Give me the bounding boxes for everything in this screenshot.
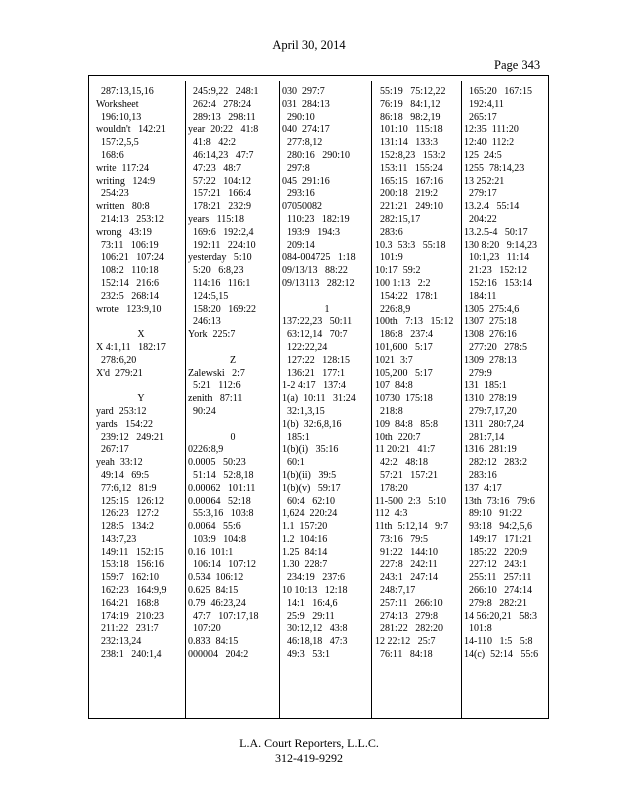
index-entry: 239:12 249:21 bbox=[96, 431, 165, 443]
index-entry: 279:17 bbox=[464, 188, 497, 200]
index-entry: 279:9 bbox=[464, 367, 492, 379]
index-entry: 152:8,23 153:2 bbox=[375, 149, 446, 161]
index-entry: 265:17 bbox=[464, 111, 497, 123]
index-entry: X'd 279:21 bbox=[96, 367, 143, 379]
index-entry: 274:13 279:8 bbox=[375, 610, 439, 622]
index-entry: 90:24 bbox=[188, 405, 216, 417]
index-entry: 14(c) 52:14 55:6 bbox=[464, 649, 539, 661]
index-entry: 57:22 104:12 bbox=[188, 175, 252, 187]
index-entry: 218:8 bbox=[375, 405, 403, 417]
index-entry: 293:16 bbox=[282, 188, 315, 200]
index-entry: 257:11 266:10 bbox=[375, 597, 443, 609]
index-entry: 0226:8,9 bbox=[188, 444, 224, 456]
index-entry: 165:20 167:15 bbox=[464, 86, 533, 97]
index-entry: 200:18 219:2 bbox=[375, 188, 439, 200]
index-entry: 0.79 46:23,24 bbox=[188, 597, 246, 609]
index-entry: 25:9 29:11 bbox=[282, 610, 335, 622]
index-entry: 1310 278:19 bbox=[464, 393, 517, 405]
index-entry: 1,624 220:24 bbox=[282, 508, 338, 520]
blank-line bbox=[188, 419, 278, 432]
index-entry: 12:40 112:2 bbox=[464, 137, 515, 149]
column-divider bbox=[279, 81, 280, 719]
index-entry: 1307 275:18 bbox=[464, 316, 517, 328]
index-entry: 278:6,20 bbox=[96, 354, 137, 366]
index-entry: 86:18 98:2,19 bbox=[375, 111, 441, 123]
index-entry: 1316 281:19 bbox=[464, 444, 517, 456]
index-entry: 1(b)(v) 59:17 bbox=[282, 482, 341, 494]
index-entry: 91:22 144:10 bbox=[375, 546, 439, 558]
index-entry: 1308 276:16 bbox=[464, 329, 517, 341]
index-entry: 149:11 152:15 bbox=[96, 546, 164, 558]
index-entry: 73:16 79:5 bbox=[375, 533, 429, 545]
index-entry: 1.30 228:7 bbox=[282, 559, 328, 571]
index-entry: 10th 220:7 bbox=[375, 431, 421, 443]
index-entry: 157:21 166:4 bbox=[188, 188, 252, 200]
index-entry: 1309 278:13 bbox=[464, 354, 517, 366]
index-entry: 165:15 167:16 bbox=[375, 175, 444, 187]
index-entry: X 4:1,11 182:17 bbox=[96, 341, 166, 353]
index-entry: 153:11 155:24 bbox=[375, 162, 443, 174]
index-entry: 105,200 5:17 bbox=[375, 367, 433, 379]
index-entry: 10:17 59:2 bbox=[375, 265, 421, 277]
index-entry: 47:23 48:7 bbox=[188, 162, 242, 174]
index-entry: 227:8 242:11 bbox=[375, 559, 438, 571]
index-column-2 bbox=[188, 86, 278, 662]
index-entry: 178:20 bbox=[375, 482, 408, 494]
index-entry: 13.2.4 55:14 bbox=[464, 201, 520, 213]
index-entry: 045 291:16 bbox=[282, 175, 330, 187]
index-entry: 234:19 237:6 bbox=[282, 572, 346, 584]
index-entry: 57:21 157:21 bbox=[375, 469, 439, 481]
index-entry: 279:7,17,20 bbox=[464, 405, 517, 417]
index-entry: 107:20 bbox=[188, 623, 221, 635]
footer-phone: 312-419-9292 bbox=[275, 751, 343, 765]
index-entry: 77:6,12 81:9 bbox=[96, 482, 157, 494]
index-entry: 1.2 104:16 bbox=[282, 533, 328, 545]
index-entry: 1(b)(i) 35:16 bbox=[282, 444, 339, 456]
index-entry: 101:8 bbox=[464, 623, 492, 635]
index-entry: 10.3 53:3 55:18 bbox=[375, 239, 446, 251]
index-entry: 11-500 2:3 5:10 bbox=[375, 495, 447, 507]
index-entry: 158:20 169:22 bbox=[188, 303, 257, 315]
index-entry: 127:22 128:15 bbox=[282, 354, 351, 366]
index-entry: 07050082 bbox=[282, 201, 322, 213]
index-entry: 14 56:20,21 58:3 bbox=[464, 610, 538, 622]
column-divider bbox=[185, 81, 186, 719]
index-entry: 55:3,16 103:8 bbox=[188, 508, 254, 520]
index-entry: 103:9 104:8 bbox=[188, 533, 247, 545]
index-column-4 bbox=[375, 86, 465, 662]
index-entry: 282:15,17 bbox=[375, 213, 421, 225]
index-entry: 13.2.5-4 50:17 bbox=[464, 226, 528, 238]
index-entry: 130 8:20 9:14,23 bbox=[464, 239, 538, 251]
index-entry: 136:21 177:1 bbox=[282, 367, 346, 379]
index-entry: 0.833 84:15 bbox=[188, 636, 239, 648]
index-entry: 09/13/13 88:22 bbox=[282, 265, 348, 277]
index-entry: 209:14 bbox=[282, 239, 315, 251]
index-entry: 0.0005 50:23 bbox=[188, 457, 246, 469]
index-entry: 266:10 274:14 bbox=[464, 585, 533, 597]
index-entry: 254:23 bbox=[96, 188, 129, 200]
index-entry: 192:4,11 bbox=[464, 98, 504, 110]
index-entry: 106:14 107:12 bbox=[188, 559, 257, 571]
index-entry: York 225:7 bbox=[188, 329, 236, 341]
index-entry: 76:11 84:18 bbox=[375, 649, 433, 661]
index-entry: 1(b) 32:6,8,16 bbox=[282, 418, 342, 430]
index-entry: 211:22 231:7 bbox=[96, 623, 159, 635]
index-entry: writing 124:9 bbox=[96, 175, 156, 187]
index-entry: 101,600 5:17 bbox=[375, 341, 433, 353]
index-entry: 193:9 194:3 bbox=[282, 226, 341, 238]
index-entry: 168:6 bbox=[96, 149, 124, 161]
index-entry: write 117:24 bbox=[96, 162, 149, 174]
index-entry: 60:1 bbox=[282, 457, 305, 469]
index-entry: 277:20 278:5 bbox=[464, 341, 528, 353]
index-entry: 248:7,17 bbox=[375, 585, 416, 597]
index-entry: wrong 43:19 bbox=[96, 226, 152, 238]
index-entry: 289:13 298:11 bbox=[188, 111, 256, 123]
section-letter: Z bbox=[229, 354, 237, 366]
index-entry: 42:2 48:18 bbox=[375, 457, 429, 469]
index-entry: 125:15 126:12 bbox=[96, 495, 165, 507]
index-entry: yeah 33:12 bbox=[96, 457, 143, 469]
blank-line bbox=[96, 316, 186, 329]
index-entry: 1255 78:14,23 bbox=[464, 162, 525, 174]
index-entry: 281:7,14 bbox=[464, 431, 505, 443]
index-entry: 55:19 75:12,22 bbox=[375, 86, 446, 97]
index-entry: 185:1 bbox=[282, 431, 310, 443]
index-entry: 108:2 110:18 bbox=[96, 265, 159, 277]
index-entry: 221:21 249:10 bbox=[375, 201, 444, 213]
index-entry: 122:22,24 bbox=[282, 341, 328, 353]
index-entry: 1-2 4:17 137:4 bbox=[282, 380, 346, 392]
index-entry: 0.16 101:1 bbox=[188, 546, 234, 558]
index-entry: 137:22,23 50:11 bbox=[282, 316, 353, 328]
blank-line bbox=[96, 380, 186, 393]
index-entry: 243:1 247:14 bbox=[375, 572, 439, 584]
index-entry: 262:4 278:24 bbox=[188, 98, 252, 110]
index-entry: 1(b)(ii) 39:5 bbox=[282, 469, 337, 481]
index-entry: 0.534 106:12 bbox=[188, 572, 244, 584]
index-entry: 255:11 257:11 bbox=[464, 572, 532, 584]
section-letter: Y bbox=[137, 393, 145, 405]
index-entry: 10:1,23 11:14 bbox=[464, 252, 530, 264]
index-entry: 162:23 164:9,9 bbox=[96, 585, 167, 597]
index-entry: 73:11 106:19 bbox=[96, 239, 159, 251]
index-entry: 164:21 168:8 bbox=[96, 597, 160, 609]
index-entry: 112 4:3 bbox=[375, 508, 408, 520]
index-entry: 13 252:21 bbox=[464, 175, 505, 187]
index-entry: 280:16 290:10 bbox=[282, 149, 351, 161]
header-date: April 30, 2014 bbox=[272, 38, 346, 52]
index-entry: 5:20 6:8,23 bbox=[188, 265, 244, 277]
index-entry: 169:6 192:2,4 bbox=[188, 226, 254, 238]
index-entry: 185:22 220:9 bbox=[464, 546, 528, 558]
column-divider bbox=[371, 81, 372, 719]
index-entry: 246:13 bbox=[188, 316, 221, 328]
index-entry: 0.00062 101:11 bbox=[188, 482, 256, 494]
index-entry: 084-004725 1:18 bbox=[282, 252, 356, 264]
index-entry: 283:6 bbox=[375, 226, 403, 238]
index-entry: 238:1 240:1,4 bbox=[96, 649, 162, 661]
index-entry: 000004 204:2 bbox=[188, 649, 249, 661]
index-entry: 11 20:21 41:7 bbox=[375, 444, 436, 456]
index-entry: 214:13 253:12 bbox=[96, 213, 165, 225]
index-entry: 152:14 216:6 bbox=[96, 277, 160, 289]
index-entry: 196:10,13 bbox=[96, 111, 142, 123]
index-entry: 1(a) 10:11 31:24 bbox=[282, 393, 356, 405]
page-number: Page 343 bbox=[494, 58, 541, 72]
section-letter: 1 bbox=[324, 303, 330, 315]
index-entry: 131 185:1 bbox=[464, 380, 507, 392]
index-entry: 101:10 115:18 bbox=[375, 124, 443, 136]
index-entry: 32:1,3,15 bbox=[282, 405, 325, 417]
index-entry: 232:5 268:14 bbox=[96, 290, 160, 302]
index-entry: 41:8 42:2 bbox=[188, 137, 237, 149]
index-column-5 bbox=[464, 86, 554, 662]
index-entry: 5:21 112:6 bbox=[188, 380, 241, 392]
index-entry: 0.625 84:15 bbox=[188, 585, 239, 597]
section-letter: X bbox=[137, 329, 145, 341]
index-entry: 281:22 282:20 bbox=[375, 623, 444, 635]
section-letter: 0 bbox=[230, 431, 236, 443]
index-entry: 1311 280:7,24 bbox=[464, 418, 524, 430]
index-entry: 1021 3:7 bbox=[375, 354, 413, 366]
index-entry: 282:12 283:2 bbox=[464, 457, 528, 469]
index-entry: 290:10 bbox=[282, 111, 315, 123]
index-entry: 100 1:13 2:2 bbox=[375, 277, 431, 289]
index-entry: 12 22:12 25:7 bbox=[375, 636, 436, 648]
index-entry: 0.0064 55:6 bbox=[188, 521, 241, 533]
index-entry: 124:5,15 bbox=[188, 290, 229, 302]
blank-line bbox=[188, 342, 278, 355]
index-entry: Zalewski 2:7 bbox=[188, 367, 245, 379]
index-entry: 128:5 134:2 bbox=[96, 521, 155, 533]
index-entry: 152:16 153:14 bbox=[464, 277, 533, 289]
footer-company: L.A. Court Reporters, L.L.C. bbox=[239, 736, 379, 750]
blank-line bbox=[282, 291, 372, 304]
index-entry: yesterday 5:10 bbox=[188, 252, 252, 264]
index-entry: 143:7,23 bbox=[96, 533, 137, 545]
index-entry: 245:9,22 248:1 bbox=[188, 86, 259, 97]
index-entry: 51:14 52:8,18 bbox=[188, 469, 254, 481]
index-entry: Worksheet bbox=[96, 98, 139, 110]
index-entry: wrote 123:9,10 bbox=[96, 303, 162, 315]
index-entry: 110:23 182:19 bbox=[282, 213, 350, 225]
index-entry: 107 84:8 bbox=[375, 380, 413, 392]
index-entry: 93:18 94:2,5,6 bbox=[464, 521, 533, 533]
index-entry: 60:4 62:10 bbox=[282, 495, 336, 507]
index-entry: 1305 275:4,6 bbox=[464, 303, 520, 315]
index-column-3 bbox=[282, 86, 372, 662]
index-entry: 184:11 bbox=[464, 290, 497, 302]
index-entry: written 80:8 bbox=[96, 201, 150, 213]
index-entry: 76:19 84:1,12 bbox=[375, 98, 441, 110]
index-entry: 204:22 bbox=[464, 213, 497, 225]
index-entry: 89:10 91:22 bbox=[464, 508, 523, 520]
index-entry: 106:21 107:24 bbox=[96, 252, 165, 264]
index-entry: 267:17 bbox=[96, 444, 129, 456]
index-entry: 10 10:13 12:18 bbox=[282, 585, 348, 597]
index-entry: 126:23 127:2 bbox=[96, 508, 160, 520]
index-entry: 09/13113 282:12 bbox=[282, 277, 355, 289]
index-entry: yards 154:22 bbox=[96, 418, 153, 430]
index-entry: 10730 175:18 bbox=[375, 393, 433, 405]
index-entry: 114:16 116:1 bbox=[188, 277, 251, 289]
index-entry: 297:8 bbox=[282, 162, 310, 174]
index-entry: 63:12,14 70:7 bbox=[282, 329, 348, 341]
index-entry: 131:14 133:3 bbox=[375, 137, 439, 149]
index-entry: 192:11 224:10 bbox=[188, 239, 256, 251]
index-entry: 283:16 bbox=[464, 469, 497, 481]
index-entry: 279:8 282:21 bbox=[464, 597, 528, 609]
index-entry: year 20:22 41:8 bbox=[188, 124, 259, 136]
index-entry: 100th 7:13 15:12 bbox=[375, 316, 454, 328]
index-entry: 030 297:7 bbox=[282, 86, 325, 97]
index-entry: 232:13,24 bbox=[96, 636, 142, 648]
index-entry: 47:7 107:17,18 bbox=[188, 610, 259, 622]
index-entry: 14:1 16:4,6 bbox=[282, 597, 338, 609]
index-entry: 30:12,12 43:8 bbox=[282, 623, 348, 635]
index-column-1 bbox=[96, 86, 186, 662]
index-entry: zenith 87:11 bbox=[188, 393, 243, 405]
index-entry: 12:35 111:20 bbox=[464, 124, 519, 136]
index-entry: 154:22 178:1 bbox=[375, 290, 439, 302]
index-entry: 157:2,5,5 bbox=[96, 137, 139, 149]
index-entry: 13th 73:16 79:6 bbox=[464, 495, 535, 507]
index-entry: 109 84:8 85:8 bbox=[375, 418, 439, 430]
index-entry: 031 284:13 bbox=[282, 98, 330, 110]
index-entry: 1.25 84:14 bbox=[282, 546, 328, 558]
index-entry: 1.1 157:20 bbox=[282, 521, 328, 533]
index-entry: 49:3 53:1 bbox=[282, 649, 331, 661]
index-entry: 159:7 162:10 bbox=[96, 572, 160, 584]
index-entry: 153:18 156:16 bbox=[96, 559, 165, 571]
index-entry: 21:23 152:12 bbox=[464, 265, 528, 277]
index-entry: wouldn't 142:21 bbox=[96, 124, 166, 136]
index-entry: 227:12 243:1 bbox=[464, 559, 528, 571]
index-entry: 46:18,18 47:3 bbox=[282, 636, 348, 648]
column-divider bbox=[461, 81, 462, 719]
index-entry: 101:9 bbox=[375, 252, 403, 264]
index-entry: yard 253:12 bbox=[96, 405, 147, 417]
index-entry: 277:8,12 bbox=[282, 137, 323, 149]
index-entry: 0.00064 52:18 bbox=[188, 495, 251, 507]
index-entry: 46:14,23 47:7 bbox=[188, 149, 254, 161]
index-entry: 11th 5:12,14 9:7 bbox=[375, 521, 448, 533]
index-entry: 125 24:5 bbox=[464, 149, 502, 161]
index-table bbox=[88, 75, 549, 719]
index-entry: 226:8,9 bbox=[375, 303, 411, 315]
index-entry: 137 4:17 bbox=[464, 482, 502, 494]
index-entry: 149:17 171:21 bbox=[464, 533, 533, 545]
index-entry: 178:21 232:9 bbox=[188, 201, 252, 213]
index-entry: 174:19 210:23 bbox=[96, 610, 165, 622]
index-entry: 040 274:17 bbox=[282, 124, 330, 136]
index-entry: 14-110 1:5 5:8 bbox=[464, 636, 533, 648]
index-entry: 287:13,15,16 bbox=[96, 86, 154, 97]
index-entry: 49:14 69:5 bbox=[96, 469, 150, 481]
index-entry: 186:8 237:4 bbox=[375, 329, 434, 341]
index-entry: years 115:18 bbox=[188, 213, 245, 225]
